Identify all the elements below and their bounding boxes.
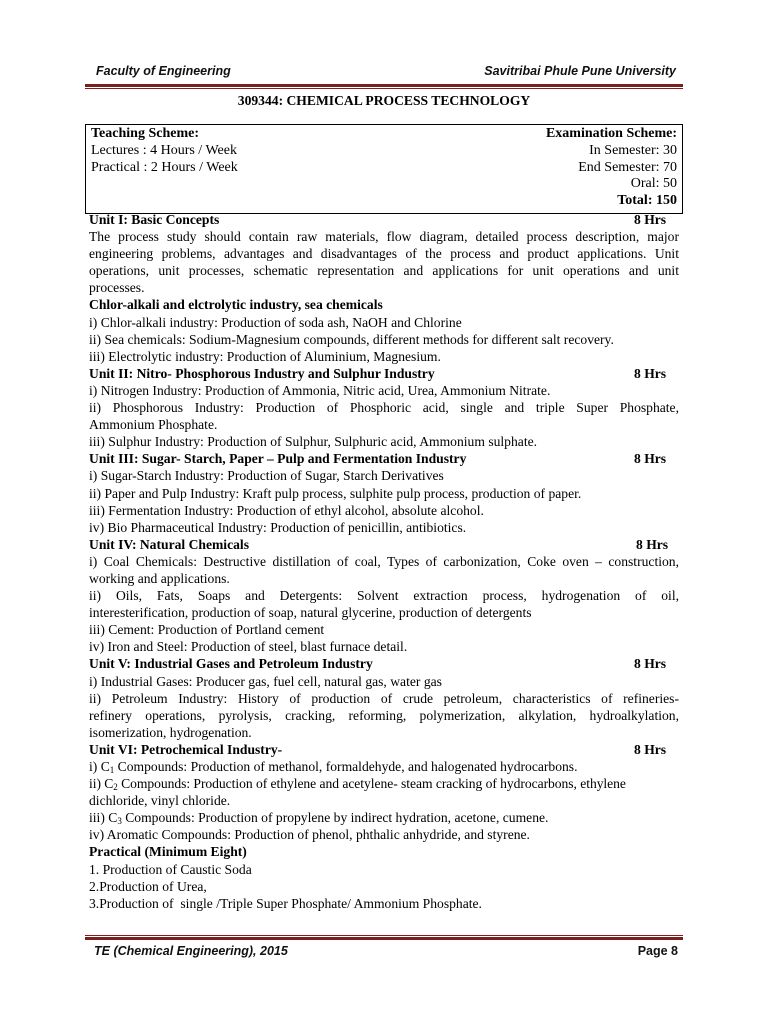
teaching-lectures: Lectures : 4 Hours / Week [91, 142, 237, 158]
unit-1-hours: 8 Hrs [634, 212, 667, 227]
unit-4-heading [89, 536, 679, 553]
footer-program: TE (Chemical Engineering), 2015 [94, 944, 288, 958]
c2-text: Compounds: Production of ethylene and acetylene- steam cracking of hydrocarbons, ethylene [117, 776, 626, 792]
unit-1-item: iii) Electrolytic industry: Production of Aluminium, Magnesium. [89, 348, 441, 364]
unit-1-heading [89, 211, 679, 228]
teaching-scheme [91, 126, 238, 176]
c2-prefix: ii) C [89, 776, 114, 792]
header-university: Savitribai Phule Pune University [484, 64, 676, 78]
unit-6-item-c2 [89, 775, 679, 792]
unit-1-desc-line: processes. [89, 280, 145, 296]
unit-2-item: iii) Sulphur Industry: Production of Sulphur, Sulphuric acid, Ammonium sulphate. [89, 434, 538, 450]
header-faculty: Faculty of Engineering [96, 64, 231, 78]
unit-6-hours: 8 Hrs [634, 741, 667, 757]
unit-6-item-c2-cont: dichloride, vinyl chloride. [89, 793, 231, 809]
practical-item: 1. Production of Caustic Soda [89, 861, 252, 877]
unit-2-item: Ammonium Phosphate. [89, 417, 218, 433]
unit-4-title: Unit IV: Natural Chemicals [89, 536, 249, 552]
unit-3-title: Unit III: Sugar- Starch, Paper – Pulp and Fermentation Industry [89, 451, 467, 467]
unit-2-item: i) Nitrogen Industry: Production of Ammonia, Nitric acid, Urea, Ammonium Nitrate. [89, 382, 551, 398]
unit-3-hours: 8 Hrs [634, 451, 667, 467]
unit-4-item: ii) Oils, Fats, Soaps and Detergents: Solvent extraction process, hydrogenation of oil, [89, 588, 679, 604]
c3-subscript: 3 [117, 816, 122, 827]
unit-5-item: ii) Petroleum Industry: History of production of crude petroleum, characteristics of refineries- [89, 690, 679, 706]
unit-4-item: iv) Iron and Steel: Production of steel, blast furnace detail. [89, 639, 408, 655]
unit-5-title: Unit V: Industrial Gases and Petroleum Industry [89, 656, 373, 672]
unit-6-item-c1 [89, 758, 679, 775]
header-rule-thin [85, 88, 683, 89]
exam-in-semester: In Semester: 30 [589, 142, 677, 158]
exam-total: Total: 150 [617, 193, 677, 209]
c2-subscript: 2 [113, 782, 118, 793]
c3-prefix: iii) C [89, 810, 118, 826]
teaching-heading: Teaching Scheme: [91, 126, 199, 141]
unit-3-heading [89, 450, 679, 467]
unit-4-item: iii) Cement: Production of Portland cement [89, 622, 325, 638]
unit-5-heading [89, 655, 679, 672]
page-footer [94, 944, 678, 964]
unit-5-item: isomerization, hydrogenation. [89, 724, 252, 740]
unit-4-hours: 8 Hrs [636, 536, 669, 552]
syllabus-content [89, 211, 679, 912]
unit-1-title: Unit I: Basic Concepts [89, 212, 220, 227]
examination-scheme [546, 126, 677, 210]
course-title: 309344: CHEMICAL PROCESS TECHNOLOGY [237, 93, 531, 108]
exam-heading: Examination Scheme: [545, 126, 677, 141]
unit-2-hours: 8 Hrs [634, 365, 667, 381]
unit-4-item: i) Coal Chemicals: Destructive distillation of coal, Types of carbonization, Coke oven – construction, [89, 553, 679, 569]
c1-prefix: i) C [89, 759, 110, 774]
c3-text: Compounds: Production of propylene by indirect hydration, acetone, cumene. [121, 810, 549, 826]
practical-item: 3.Production of single /Triple Super Phosphate/ Ammonium Phosphate. [89, 895, 482, 911]
practical-item: 2.Production of Urea, [89, 878, 207, 894]
unit-2-heading [89, 365, 679, 382]
unit-6-title: Unit VI: Petrochemical Industry- [89, 741, 283, 757]
unit-2-title: Unit II: Nitro- Phosphorous Industry and Sulphur Industry [89, 365, 435, 381]
unit-1-item: i) Chlor-alkali industry: Production of soda ash, NaOH and Chlorine [89, 314, 462, 330]
unit-2-item: ii) Phosphorous Industry: Production of Phosphoric acid, single and triple Super Phosphate, [89, 400, 679, 416]
unit-1-desc-line: operations, unit processes, schematic representation and applications for unit operations and unit [89, 263, 679, 279]
page-number: Page 8 [637, 944, 678, 958]
c1-text: Compounds: Production of methanol, formaldehyde, and halogenated hydrocarbons. [114, 759, 578, 774]
unit-1-desc-line: engineering problems, advantages and disadvantages of the process and product applications. Unit [89, 246, 679, 262]
unit-6-item-aromatic: iv) Aromatic Compounds: Production of phenol, phthalic anhydride, and styrene. [89, 827, 530, 843]
exam-end-semester: End Semester: 70 [578, 159, 677, 175]
scheme-table [85, 124, 683, 214]
unit-1-desc-line: The process study should contain raw materials, flow diagram, detailed process description, major [89, 229, 679, 245]
unit-5-item: refinery operations, pyrolysis, cracking, reforming, polymerization, alkylation, hydroalkylation, [89, 707, 679, 723]
unit-3-item: ii) Paper and Pulp Industry: Kraft pulp process, sulphite pulp process, production of paper. [89, 485, 582, 501]
practical-heading: Practical (Minimum Eight) [89, 844, 247, 860]
unit-6-item-c3 [89, 809, 679, 826]
footer-rule [85, 937, 683, 940]
unit-5-item: i) Industrial Gases: Producer gas, fuel cell, natural gas, water gas [89, 673, 442, 689]
unit-1-subheading: Chlor-alkali and elctrolytic industry, sea chemicals [89, 297, 383, 313]
footer-rule-thin [85, 935, 683, 936]
unit-5-hours: 8 Hrs [634, 656, 667, 672]
unit-6-heading [89, 741, 679, 758]
unit-3-item: iii) Fermentation Industry: Production of ethyl alcohol, absolute alcohol. [89, 502, 484, 518]
exam-oral: Oral: 50 [630, 176, 677, 192]
page-header [94, 64, 676, 84]
header-rule [85, 84, 683, 87]
unit-4-item: interesterification, production of soap, natural glycerine, production of detergents [89, 605, 532, 621]
unit-1-item: ii) Sea chemicals: Sodium-Magnesium compounds, different methods for different salt recovery. [89, 331, 614, 347]
unit-3-item: i) Sugar-Starch Industry: Production of Sugar, Starch Derivatives [89, 468, 444, 484]
teaching-practical: Practical : 2 Hours / Week [91, 159, 238, 175]
unit-4-item: working and applications. [89, 570, 230, 586]
unit-3-item: iv) Bio Pharmaceutical Industry: Production of penicillin, antibiotics. [89, 519, 467, 535]
c1-subscript: 1 [109, 765, 115, 775]
